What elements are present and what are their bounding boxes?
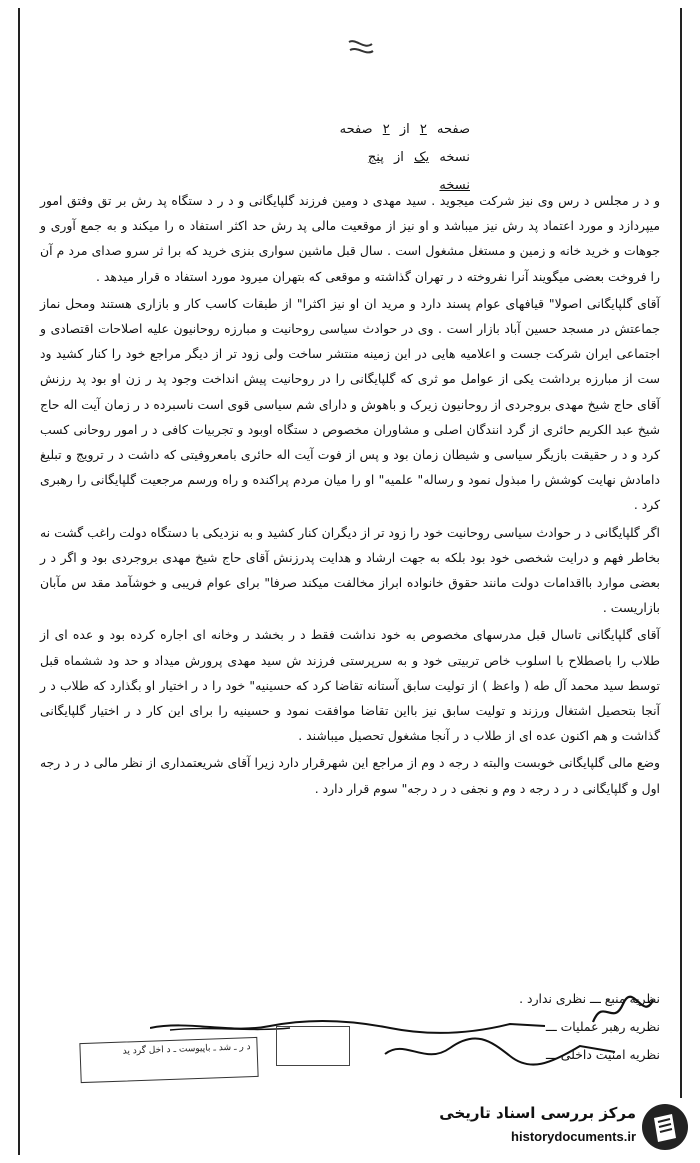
page-label-2: صفحه — [339, 122, 373, 137]
copy-total: پنج نسخه — [367, 150, 470, 193]
page-label: صفحه — [437, 122, 470, 137]
paragraph-5: وضع مالی گلپایگانی خوبست والبته د رجه د وم از مراجع این شهرقرار دارد زیرا آقای شریعتمداری از نظر مالی د ر د رجه اول و گلپایگانی د ر د رجه د وم و نجفی د ر د رجه" سوم قرار دارد . — [40, 755, 660, 796]
copy-label: نسخه — [439, 150, 470, 165]
internal-security-opinion: نظریه امنیت داخلی ـــ — [545, 1047, 660, 1062]
copy-of-word: از — [393, 150, 404, 165]
handwritten-signature — [588, 992, 658, 1032]
archive-logo-icon — [642, 1104, 688, 1150]
paragraph-1: و د ر مجلس د رس وی نیز شرکت میجوید . سید مهدی د ومین فرزند گلپایگانی و د ر د ستگاه پد رش بر تق وفتق امور میپردازد و مورد اعتماد پد رش نیز میباشد و او نیز از موقعیت مالی پد رش حد اکثر استفاد ه را میکند و به جمع آوری و جوهات و خرید خانه و زمین و مستغل مشغول است . سال قبل ماشین سواری بنزی خرید که برا ثر سرو صدای مرد م آن را فروخت بعضی میگویند آنرا نفروخته د ر تهران گذاشته و موقعی که بتهران میرود مورد استفاد ه قرار میدهد . — [40, 193, 660, 284]
ink-mark — [346, 36, 376, 58]
page-number-line — [330, 116, 470, 144]
page-of-word: از — [399, 122, 410, 137]
document-body — [40, 188, 660, 801]
stamp-box — [276, 1026, 350, 1066]
paragraph-3: اگر گلپایگانی د ر حوادث سیاسی روحانیت خود را زود تر از دیگران کنار کشید و به نزدیکی با دستگاه دولت راغب گشت نه بخاطر فهم و درایت شخصی خود بود بلکه به جهت ارشاد و هدایت پدرزنش آقای حاج شیخ مهدی بروجردی بود و اگر د ر بعضی موارد بااقدامات دولت مانند حقوق خانواده ابراز مخالفت میکند صرفا" برای عوام فریبی و خوشآمد مقد س مآبان بازاریست . — [40, 524, 660, 616]
page-total: ۲ — [382, 122, 390, 137]
operations-lead-opinion: نظریه رهبر عملیات ـــ — [545, 1019, 660, 1034]
watermark — [412, 1098, 694, 1156]
registration-stamp — [79, 1037, 258, 1083]
stamp-text: د ر ـ شد ـ باپیوست ـ د اخل گرد ید — [122, 1042, 251, 1057]
handwritten-note — [380, 1034, 620, 1070]
page-current: ۲ — [419, 122, 427, 137]
watermark-url[interactable]: historydocuments.ir — [511, 1129, 636, 1144]
source-opinion: نظریه منبع ـــ نظری ندارد . — [519, 991, 660, 1006]
watermark-title: مرکز بررسی اسناد تاریخی — [439, 1104, 636, 1122]
copy-current: یک — [414, 150, 430, 165]
paragraph-4: آقای گلپایگانی تاسال قبل مدرسهای مخصوص به خود نداشت فقط د ر بخشد ر وخانه ای اجاره کرده بود و عده ای از طلاب را باصطلاح با اسلوب خاص تربیتی خود و به سرپرستی فرزند ش سید مهدی پرورش میداد و حد ود ششماه قبل توسط سید محمد آل طه ( واعظ ) از تولیت سابق آستانه تقاضا کرد که حسینیه" خود را د ر اختیار او بگذارد که طلاب د ر آنجا بتحصیل اشتغال ورزند و تولیت سابق نیز بااین تقاضا موافقت نمود و حسینیه را برای این کار د ر اختیار گلپایگانی گذاشت و هم اکنون عده ای از طلاب د ر آنجا مشغول تحصیل میباشند . — [40, 627, 660, 744]
paragraph-2: آقای گلپایگانی اصولا" قیافهای عوام پسند دارد و مرید ان او نیز اکثرا" از طبقات کاسب کار و بازاری هستند ومحل نماز جماعتش در مسجد حسین آباد بازار است . وی در حوادث سیاسی روحانیت و مبارزه روحانیون علیه اصلاحات اقتصادی و اجتماعی ایران شرکت جست و اعلامیه هایی در این زمینه منتشر ساخت ولی زود تر از دیگر مراجع خود را کنار کشید ود ست از مبارزه برداشت یکی از عوامل مو ثری که گلپایگانی را در روحانیت پیش انداخت وجود پد ر زن او بود پد رزنش آقای حاج شیخ مهدی بروجردی از روحانیون زیرک و باهوش و دارای شم سیاسی قوی است ناسبرده د ر زمان آیت اله حاج شیخ عبد الکریم حائری از گرد انندگان اصلی و مشاوران مخصوص د ستگاه اوبود و تجربیات کافی د ر امور روحانی کسب کرد و د ر حقیقت بازیگر سیاسی و شیطان زمان بود و پس از فوت آیت اله حائری بامعروفیتی که داشت د ر ترویج و تبلیغ دامادش نهایت کوشش را مبذول نمود و رساله" علمیه" او را میان مردم پراکنده و راه ورسم مرجعیت گلپایگانی را رهبری کرد . — [40, 295, 660, 513]
